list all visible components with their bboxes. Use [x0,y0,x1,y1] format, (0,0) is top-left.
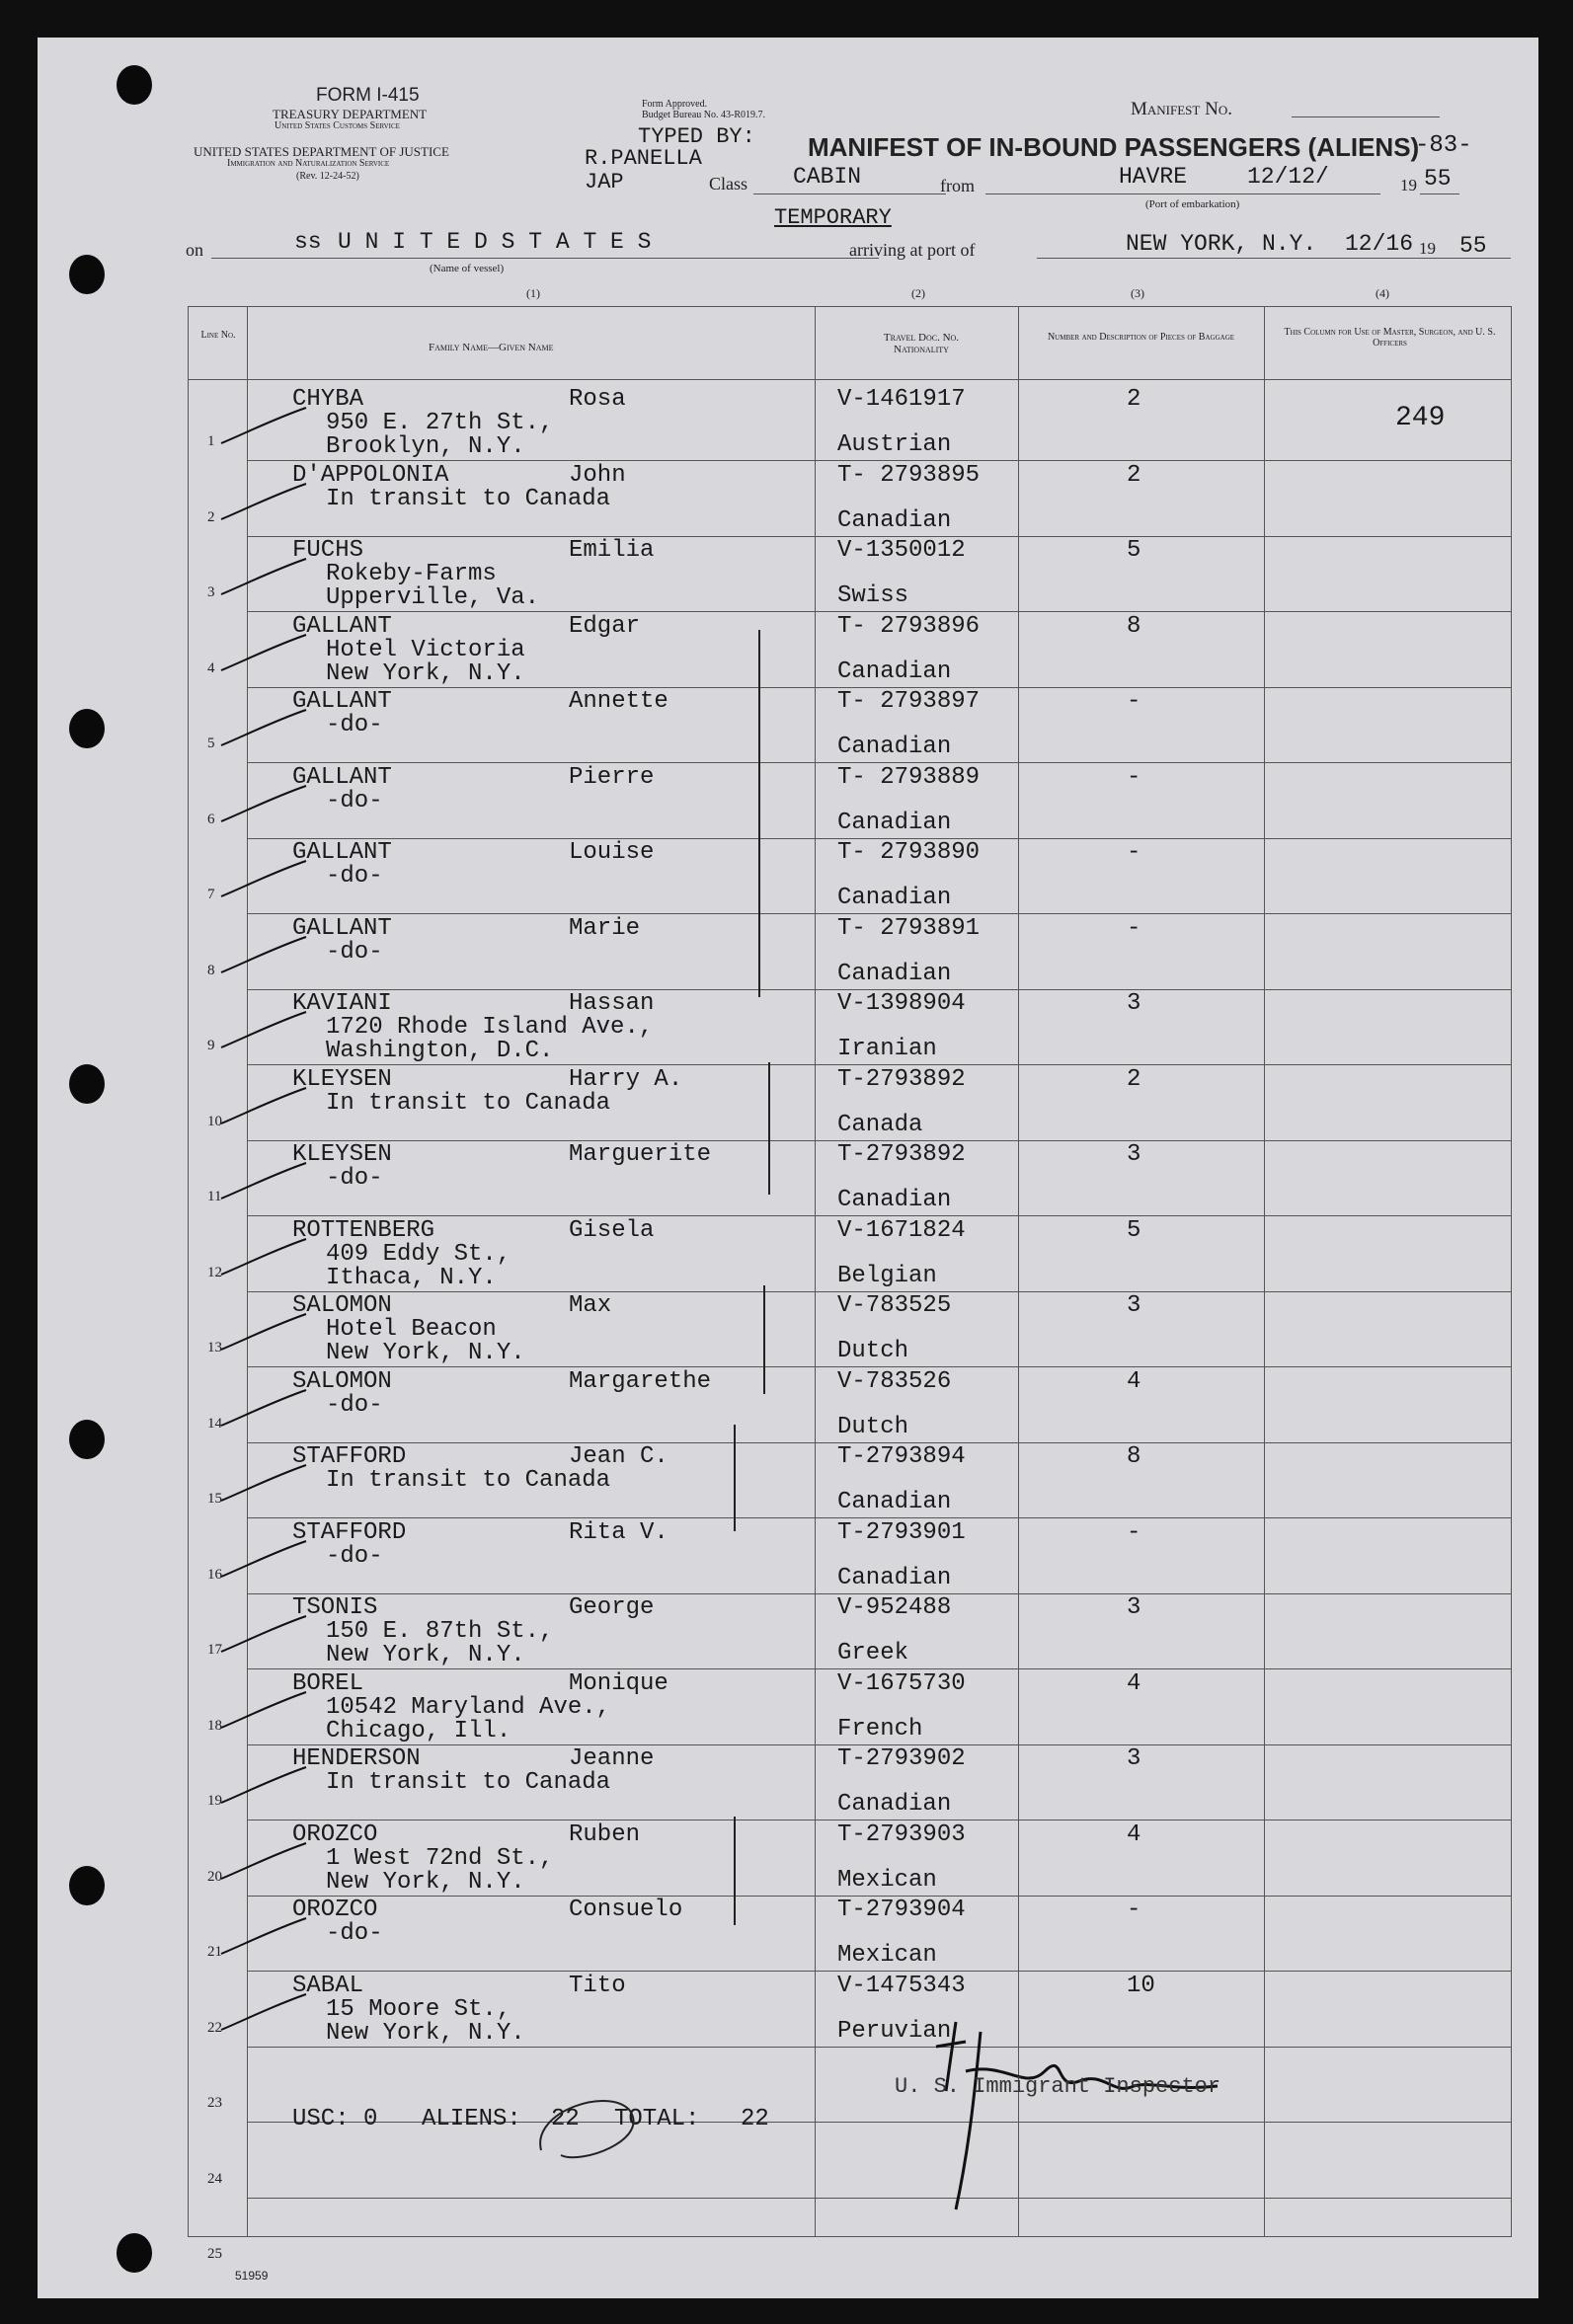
line-number: 8 [207,962,215,978]
nationality: Iranian [837,1036,937,1062]
travel-doc-no: T- 2793889 [837,763,981,791]
travel-doc-no: T-2793892 [837,1141,966,1168]
nationality: French [837,1715,923,1743]
line-number: 12 [207,1264,222,1280]
travel-doc-no: T-2793904 [837,1897,966,1923]
check-mark [215,1235,314,1284]
col-num-4: (4) [1376,286,1389,300]
travel-doc-no: T-2793902 [837,1745,966,1772]
check-mark [215,1688,314,1738]
nationality: Canadian [837,734,952,760]
vessel-name: U N I T E D S T A T E S [338,229,652,255]
address-line-1: In transit to Canada [326,485,611,512]
family-name: HENDERSON [292,1745,421,1772]
check-mark [215,1386,314,1435]
col-baggage: Number and Description of Pieces of Baggage [1047,332,1235,343]
col-line-no: Line No. [200,330,236,341]
family-name: TSONIS [292,1594,378,1621]
arrival-year: 55 [1459,233,1487,259]
vessel-prefix: ss [294,229,322,255]
address-line-2: Chicago, Ill. [326,1717,511,1744]
check-mark [215,1537,314,1587]
totals-usc: USC: 0 [292,2106,378,2132]
address-line-1: -do- [326,787,383,814]
manifest-no: -83- [1415,132,1472,159]
baggage-count: 2 [1127,1065,1141,1093]
nationality: Canadian [837,1489,952,1515]
travel-doc-no: V-1350012 [837,537,966,564]
line-number: 14 [207,1415,222,1432]
address-line-1: 15 Moore St., [326,1995,511,2023]
baggage-count: 3 [1127,1594,1141,1621]
address-line-1: In transit to Canada [326,1769,611,1796]
nationality: Canada [837,1111,923,1138]
address-line-1: 950 E. 27th St., [326,410,554,436]
check-mark [215,1159,314,1208]
family-name: GALLANT [292,914,392,942]
travel-doc-no: T- 2793897 [837,688,981,715]
travel-doc-no: V-783526 [837,1367,952,1395]
address-line-2: New York, N.Y. [326,659,525,687]
line-number: 21 [207,1944,222,1960]
manifest-no-label: Manifest No. [1131,99,1232,119]
travel-doc-no: V-1675730 [837,1669,966,1697]
typed-by: TYPED BY: [638,124,755,149]
totals-aliens-count: 22 [551,2106,580,2132]
given-name: Marguerite [569,1141,712,1168]
baggage-count: 2 [1127,386,1141,413]
nationality: Mexican [837,1942,937,1969]
family-name: CHYBA [292,386,364,413]
footer-code: 51959 [235,2269,269,2283]
binder-hole [69,709,105,748]
baggage-count: 3 [1127,1292,1141,1319]
given-name: Ruben [569,1820,641,1848]
check-mark [215,631,314,680]
nationality: Canadian [837,1564,952,1591]
given-name: Edgar [569,612,641,640]
typist: R.PANELLA [585,146,702,171]
family-name: OROZCO [292,1820,378,1848]
baggage-count: 5 [1127,1216,1141,1244]
given-name: Pierre [569,763,655,791]
address-line-1: 1 West 72nd St., [326,1844,554,1872]
binder-hole [117,65,152,105]
nationality: Canadian [837,809,952,836]
inspector-title: U. S. Immigrant Inspector [895,2074,1221,2099]
col-name: Family Name—Given Name [429,342,554,353]
col-travel-doc: Travel Doc. No. Nationality [883,332,960,355]
travel-doc-no: T- 2793890 [837,839,981,866]
travel-doc-no: V-1461917 [837,386,966,413]
manifest-title: MANIFEST OF IN-BOUND PASSENGERS (ALIENS) [808,132,1420,162]
nationality: Austrian [837,431,952,458]
line-number: 15 [207,1491,222,1507]
travel-doc-no: T-2793903 [837,1820,966,1848]
family-name: GALLANT [292,688,392,715]
nationality: Greek [837,1640,909,1666]
check-mark [215,706,314,755]
line-number: 5 [207,736,215,751]
address-line-2: Ithaca, N.Y. [326,1264,497,1291]
check-mark [215,480,314,529]
travel-doc-no: V-783525 [837,1292,952,1319]
given-name: Margarethe [569,1367,712,1395]
baggage-count: - [1127,688,1141,715]
address-line-1: Hotel Beacon [326,1316,497,1343]
check-mark [215,1612,314,1662]
family-name: STAFFORD [292,1443,407,1470]
check-mark [215,555,314,604]
class-label: Class [709,174,748,194]
line-number: 23 [207,2095,222,2111]
given-name: George [569,1594,655,1621]
line-number: 19 [207,1793,222,1809]
address-line-1: -do- [326,938,383,966]
line-number: 7 [207,887,215,902]
check-mark [215,857,314,906]
nationality: Dutch [837,1413,909,1440]
family-name: GALLANT [292,612,392,640]
address-line-2: Washington, D.C. [326,1038,554,1064]
given-name: Monique [569,1669,669,1697]
vessel-caption: (Name of vessel) [430,263,505,274]
nationality: Canadian [837,1791,952,1818]
line-number: 16 [207,1566,222,1583]
baggage-count: - [1127,839,1141,866]
check-mark [215,1310,314,1359]
check-mark [215,933,314,982]
given-name: John [569,461,626,489]
travel-doc-no: V-952488 [837,1594,952,1621]
address-line-2: Brooklyn, N.Y. [326,433,525,460]
baggage-count: - [1127,763,1141,791]
binder-hole [69,1866,105,1905]
nationality: Peruvian [837,2017,952,2045]
line-number: 24 [207,2170,222,2187]
address-line-1: -do- [326,1165,383,1192]
temporary-stamp: TEMPORARY [774,205,892,230]
line-number: 22 [207,2019,222,2036]
line-number: 6 [207,811,215,827]
line-number: 11 [207,1189,222,1204]
given-name: Rita V. [569,1518,669,1546]
nationality: Canadian [837,960,952,987]
address-line-1: Rokeby-Farms [326,561,497,587]
travel-doc-no: T-2793901 [837,1518,966,1546]
nationality: Canadian [837,1187,952,1213]
check-mark [215,782,314,831]
check-mark [215,404,314,453]
baggage-count: 8 [1127,612,1141,640]
line-number: 18 [207,1717,222,1734]
port-caption: (Port of embarkation) [1145,198,1240,210]
col-officers: This Column for Use of Master, Surgeon, and U. S. Officers [1284,327,1496,349]
manifest-page [38,38,1538,2298]
nationality: Dutch [837,1338,909,1364]
baggage-count: 4 [1127,1820,1141,1848]
from-label: from [940,176,975,195]
baggage-count: - [1127,1518,1141,1546]
address-line-2: New York, N.Y. [326,1340,525,1366]
address-line-1: -do- [326,712,383,738]
travel-doc-no: V-1475343 [837,1972,966,1999]
arrival-year-label: 19 [1419,239,1436,258]
given-name: Marie [569,914,641,942]
given-name: Gisela [569,1216,655,1244]
address-line-1: Hotel Victoria [326,636,525,663]
binder-hole [69,1420,105,1459]
given-name: Rosa [569,386,626,413]
travel-doc-no: T-2793892 [837,1065,966,1093]
ins-label: Immigration and Naturalization Service [227,158,390,169]
address-line-2: New York, N.Y. [326,1868,525,1896]
address-line-2: New York, N.Y. [326,2019,525,2047]
rev-label: (Rev. 12-24-52) [296,171,359,182]
nationality: Mexican [837,1866,937,1894]
family-name: OROZCO [292,1897,378,1923]
col-num-1: (1) [526,286,540,300]
given-name: Consuelo [569,1897,683,1923]
nationality: Belgian [837,1262,937,1289]
typist-initials: JAP [585,170,624,194]
given-name: Hassan [569,990,655,1017]
row-divider [247,2047,1511,2048]
treasury-label: TREASURY DEPARTMENT [273,107,428,121]
address-line-1: 10542 Maryland Ave., [326,1693,611,1721]
arriving-label: arriving at port of [849,240,976,260]
address-line-1: -do- [326,1542,383,1570]
arrival-date: 12/16 [1345,231,1414,257]
travel-doc-no: V-1671824 [837,1216,966,1244]
line-number: 2 [207,508,215,525]
line-number: 4 [207,659,215,676]
check-mark [215,1914,314,1964]
travel-doc-no: T- 2793896 [837,612,981,640]
nationality: Canadian [837,506,952,534]
address-line-2: New York, N.Y. [326,1642,525,1668]
binder-hole [69,1064,105,1104]
family-name: KAVIANI [292,990,392,1017]
form-number: FORM I-415 [316,85,420,106]
check-mark [215,1084,314,1133]
check-mark [215,1990,314,2040]
row-divider [247,2198,1511,2199]
given-name: Harry A. [569,1065,683,1093]
given-name: Tito [569,1972,626,1999]
given-name: Jeanne [569,1745,655,1772]
col-num-3: (3) [1131,286,1144,300]
address-line-1: In transit to Canada [326,1467,611,1494]
family-name: KLEYSEN [292,1141,392,1168]
family-name: GALLANT [292,763,392,791]
officer-note: 249 [1395,403,1446,433]
line-number: 17 [207,1642,222,1658]
justice-label: UNITED STATES DEPARTMENT OF JUSTICE [194,144,449,159]
travel-doc-no: V-1398904 [837,990,966,1017]
address-line-2: Upperville, Va. [326,584,540,611]
binder-hole [69,255,105,294]
arrival-port: NEW YORK, N.Y. [1126,231,1317,257]
family-name: SALOMON [292,1367,392,1395]
nationality: Canadian [837,885,952,911]
given-name: Emilia [569,537,655,564]
line-number: 3 [207,584,215,600]
line-number: 10 [207,1113,222,1129]
family-name: STAFFORD [292,1518,407,1546]
family-name: KLEYSEN [292,1065,392,1093]
budget-label: Budget Bureau No. 43-R019.7. [642,110,765,120]
family-name: BOREL [292,1669,364,1697]
baggage-count: 3 [1127,1141,1141,1168]
on-label: on [186,240,203,260]
baggage-count: 3 [1127,990,1141,1017]
address-line-1: 150 E. 87th St., [326,1618,554,1645]
col-num-2: (2) [911,286,925,300]
baggage-count: 3 [1127,1745,1141,1772]
baggage-count: - [1127,1897,1141,1923]
check-mark [215,1839,314,1889]
inspector-signature [897,2002,1232,2229]
baggage-count: 8 [1127,1443,1141,1470]
given-name: Jean C. [569,1443,669,1470]
embark-year: 55 [1424,166,1452,192]
family-name: D'APPOLONIA [292,461,449,489]
travel-doc-no: T- 2793891 [837,914,981,942]
line-number: 9 [207,1038,215,1053]
address-line-1: In transit to Canada [326,1089,611,1117]
nationality: Canadian [837,658,952,685]
travel-doc-no: T-2793894 [837,1443,966,1470]
family-name: SALOMON [292,1292,392,1319]
class-value: CABIN [793,164,862,190]
address-line-1: -do- [326,1920,383,1947]
line-number: 13 [207,1340,222,1356]
baggage-count: 4 [1127,1367,1141,1395]
check-mark [215,1008,314,1057]
line-number: 20 [207,1868,222,1885]
address-line-1: 1720 Rhode Island Ave., [326,1014,654,1041]
baggage-count: - [1127,914,1141,942]
baggage-count: 5 [1127,537,1141,564]
family-name: GALLANT [292,839,392,866]
address-line-1: -do- [326,863,383,890]
baggage-count: 4 [1127,1669,1141,1697]
totals-total-label: TOTAL: [614,2106,700,2132]
totals-aliens-label: ALIENS: [422,2106,521,2132]
family-name: FUCHS [292,537,364,564]
given-name: Max [569,1292,612,1319]
line-number: 1 [207,433,215,449]
family-name: SABAL [292,1972,364,1999]
travel-doc-no: T- 2793895 [837,461,981,489]
given-name: Annette [569,688,669,715]
address-line-1: 409 Eddy St., [326,1240,511,1268]
embark-date: 12/12/ [1247,164,1329,190]
circled-total-mark [521,2081,669,2170]
line-number: 25 [207,2246,222,2262]
baggage-count: 2 [1127,461,1141,489]
year-label: 19 [1400,176,1417,194]
address-line-1: -do- [326,1391,383,1419]
family-name: ROTTENBERG [292,1216,435,1244]
given-name: Louise [569,839,655,866]
customs-label: United States Customs Service [275,120,400,131]
totals-total-count: 22 [741,2106,769,2132]
nationality: Swiss [837,582,909,609]
binder-hole [117,2233,152,2273]
form-approved: Form Approved. [642,99,708,110]
baggage-count: 10 [1127,1972,1155,1999]
check-mark [215,1461,314,1511]
port-of-embarkation: HAVRE [1119,164,1188,190]
check-mark [215,1763,314,1813]
